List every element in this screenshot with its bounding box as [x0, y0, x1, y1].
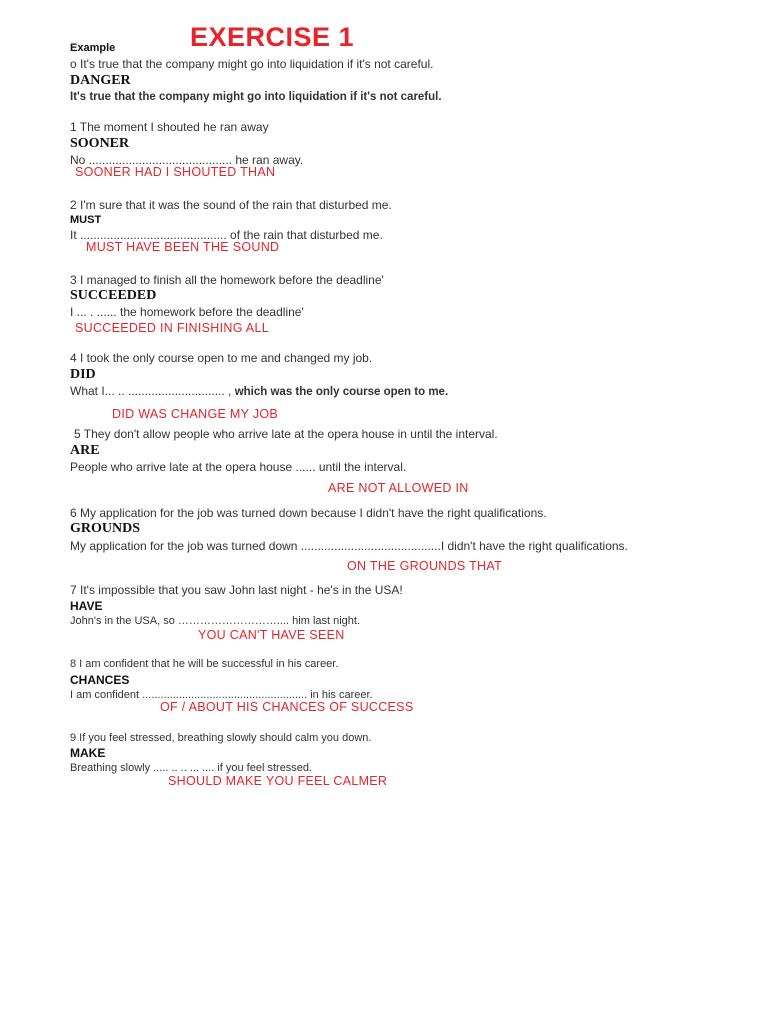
item-3-keyword: SUCCEEDED [70, 288, 157, 303]
page-title: EXERCISE 1 [190, 22, 355, 52]
item-6-sentence: 6 My application for the job was turned down because I didn't have the right qualifications. [70, 506, 547, 520]
item-8-answer: OF / ABOUT HIS CHANCES OF SUCCESS [160, 700, 414, 714]
item-7-keyword: HAVE [70, 599, 103, 613]
item-4-gapped-prefix: What I... .. ............................. , [70, 384, 235, 398]
item-4-sentence: 4 I took the only course open to me and changed my job. [70, 351, 373, 365]
item-6-keyword: GROUNDS [70, 521, 141, 536]
item-2-keyword: MUST [70, 214, 102, 226]
item-9-keyword: MAKE [70, 746, 106, 760]
item-8-gapped: I am confident ...................................................... in his career. [70, 689, 373, 701]
item-8-sentence: 8 I am confident that he will be successful in his career. [70, 658, 339, 670]
item-8-keyword: CHANCES [70, 673, 130, 687]
item-6-answer: ON THE GROUNDS THAT [347, 559, 503, 573]
item-5-sentence: 5 They don't allow people who arrive late at the opera house in until the interval. [74, 427, 498, 441]
item-5-gapped: People who arrive late at the opera house ...... until the interval. [70, 460, 407, 474]
item-1-keyword: SOONER [70, 136, 130, 151]
item-1-answer: SOONER HAD I SHOUTED THAN [75, 165, 276, 179]
item-6-gapped: My application for the job was turned down ..........................................I didn't have the right qualifications. [70, 539, 628, 553]
item-7-gapped: John's in the USA, so ……………………….... him last night. [70, 615, 361, 627]
item-4-gapped [70, 384, 448, 398]
item-7-answer: YOU CAN'T HAVE SEEN [198, 628, 345, 642]
item-3-gapped: I ... . ...... the homework before the deadline' [70, 305, 304, 319]
item-1-sentence: 1 The moment I shouted he ran away [70, 120, 269, 134]
item-1-gapped: No ........................................... he ran away. [70, 153, 304, 167]
item-9-gapped: Breathing slowly ..... .. .. ... .... if you feel stressed. [70, 762, 313, 774]
item-2-answer: MUST HAVE BEEN THE SOUND [86, 240, 280, 254]
example-keyword: DANGER [70, 73, 131, 88]
item-9-answer: SHOULD MAKE YOU FEEL CALMER [168, 774, 388, 788]
item-4-keyword: DID [70, 367, 96, 382]
example-sentence: o It's true that the company might go into liquidation if it's not careful. [70, 57, 434, 71]
item-4-answer: DID WAS CHANGE MY JOB [112, 407, 279, 421]
item-2-sentence: 2 I'm sure that it was the sound of the rain that disturbed me. [70, 198, 392, 212]
item-7-sentence: 7 It's impossible that you saw John last night - he's in the USA! [70, 583, 403, 597]
example-label: Example [70, 42, 116, 54]
example-rewrite: It's true that the company might go into liquidation if it's not careful. [70, 91, 442, 103]
item-9-sentence: 9 If you feel stressed, breathing slowly should calm you down. [70, 732, 372, 744]
item-3-sentence: 3 I managed to finish all the homework before the deadline' [70, 273, 384, 287]
item-4-gapped-suffix: which was the only course open to me. [234, 386, 449, 398]
item-5-keyword: ARE [70, 443, 100, 458]
item-3-answer: SUCCEEDED IN FINISHING ALL [75, 321, 269, 335]
item-2-gapped: It ............................................ of the rain that disturbed me. [70, 228, 383, 242]
item-5-answer: ARE NOT ALLOWED IN [328, 481, 469, 495]
